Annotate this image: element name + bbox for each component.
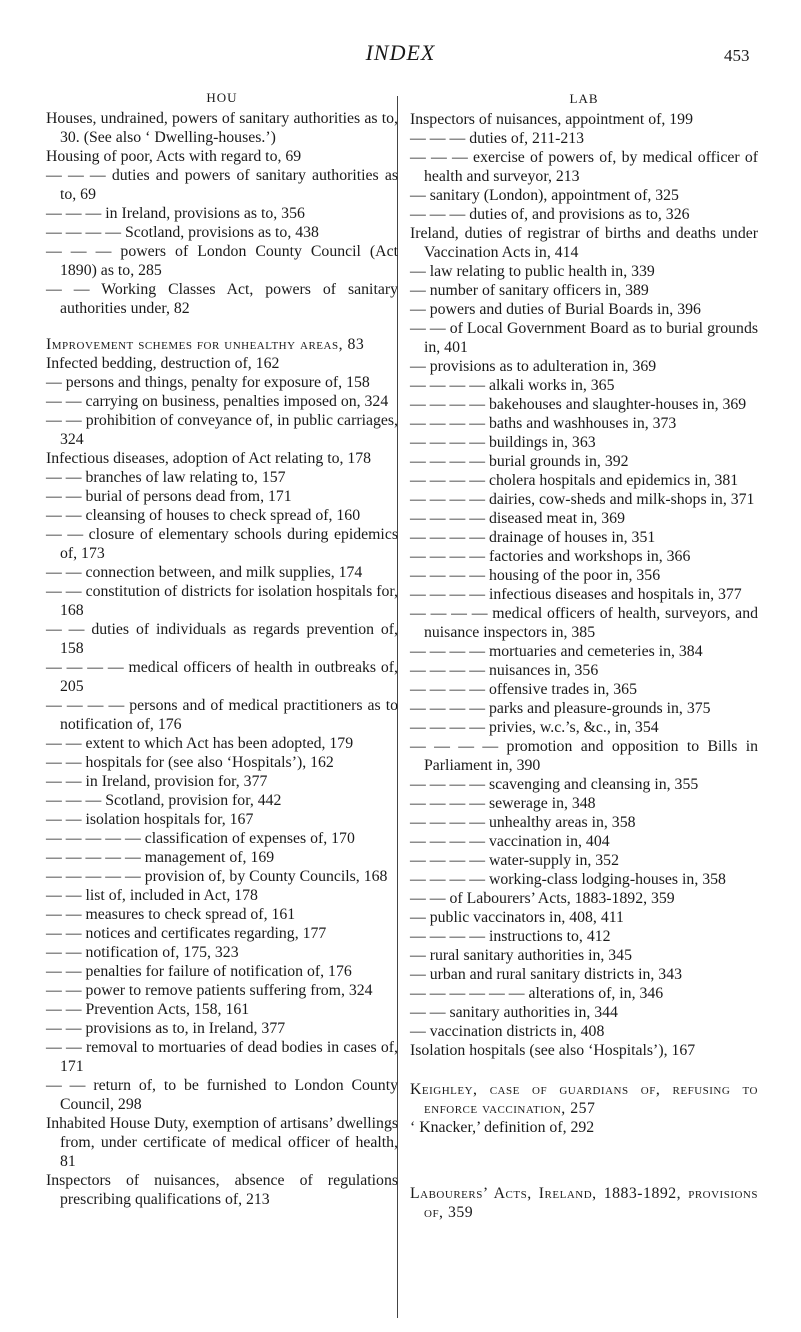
index-entry: — — constitution of districts for isolation hospitals for, 168 <box>46 583 398 619</box>
index-entry: Inspectors of nuisances, absence of regulations prescribing qualifications of, 213 <box>46 1172 398 1208</box>
index-entry: — law relating to public health in, 339 <box>410 263 655 280</box>
index-entry: — — Working Classes Act, powers of sanitary authorities under, 82 <box>46 281 398 317</box>
index-entry: — — — — mortuaries and cemeteries in, 384 <box>410 643 703 660</box>
index-entry: — — — duties and powers of sanitary authorities as to, 69 <box>46 167 398 203</box>
index-entry: — — — — unhealthy areas in, 358 <box>410 814 636 831</box>
index-entry: — — — — — management of, 169 <box>46 849 275 866</box>
index-entry: — — branches of law relating to, 157 <box>46 469 286 486</box>
index-entry: — — sanitary authorities in, 344 <box>410 1004 618 1021</box>
index-entry: — — — — diseased meat in, 369 <box>410 510 625 527</box>
index-entry: — — — — working-class lodging-houses in, 358 <box>410 871 726 888</box>
index-entry: Infected bedding, destruction of, 162 <box>46 355 280 372</box>
index-entry: Infectious diseases, adoption of Act relating to, 178 <box>46 450 372 467</box>
index-entry: — — removal to mortuaries of dead bodies in cases of, 171 <box>46 1039 398 1075</box>
index-entry: — — — in Ireland, provisions as to, 356 <box>46 205 305 222</box>
index-entry: — — — — dairies, cow-sheds and milk-shops in, 371 <box>410 491 755 508</box>
index-entry: — — penalties for failure of notification of, 176 <box>46 963 352 980</box>
index-entry: — — power to remove patients suffering from, 324 <box>46 982 373 999</box>
index-entry: — — — — water-supply in, 352 <box>410 852 619 869</box>
index-entry: — — connection between, and milk supplies, 174 <box>46 564 363 581</box>
index-entry: — — prohibition of conveyance of, in public carriages, 324 <box>46 412 398 448</box>
index-entry: ‘ Knacker,’ definition of, 292 <box>410 1119 595 1136</box>
index-entry: — — notification of, 175, 323 <box>46 944 239 961</box>
index-entry: — — — — burial grounds in, 392 <box>410 453 629 470</box>
index-entry: Houses, undrained, powers of sanitary authorities as to, 30. (See also ‘ Dwelling-houses.’) <box>46 110 398 146</box>
index-entry: — — — — — provision of, by County Councils, 168 <box>46 868 388 885</box>
index-entry: — — — — — — alterations of, in, 346 <box>410 985 664 1002</box>
index-entry: — — — — privies, w.c.’s, &c., in, 354 <box>410 719 659 736</box>
index-entry: — — — — alkali works in, 365 <box>410 377 615 394</box>
index-entry: — — — — scavenging and cleansing in, 355 <box>410 776 699 793</box>
index-entry: — — extent to which Act has been adopted, 179 <box>46 735 354 752</box>
index-entry: — — cleansing of houses to check spread of, 160 <box>46 507 361 524</box>
index-entry: — — carrying on business, penalties imposed on, 324 <box>46 393 389 410</box>
index-entry: Keighley, case of guardians of, refusing to enforce vaccination, 257 <box>410 1081 758 1117</box>
index-entry: Ireland, duties of registrar of births and deaths under Vaccination Acts in, 414 <box>410 225 758 261</box>
index-entry: — — — — medical officers of health in outbreaks of, 205 <box>46 659 398 695</box>
index-entry: — — of Local Government Board as to burial grounds in, 401 <box>410 320 758 356</box>
index-entry: — — — duties of, 211-213 <box>410 130 585 147</box>
index-entry: — number of sanitary officers in, 389 <box>410 282 649 299</box>
index-entry: — urban and rural sanitary districts in, 343 <box>410 966 682 983</box>
index-entry: Isolation hospitals (see also ‘Hospitals’), 167 <box>410 1042 696 1059</box>
index-entry: Housing of poor, Acts with regard to, 69 <box>46 148 302 165</box>
index-entry: — — — — bakehouses and slaughter-houses in, 369 <box>410 396 747 413</box>
page-number: 453 <box>724 46 750 65</box>
index-entry: — — — — buildings in, 363 <box>410 434 596 451</box>
index-entry: — — — — baths and washhouses in, 373 <box>410 415 677 432</box>
index-entry: — — — — sewerage in, 348 <box>410 795 596 812</box>
index-entry: — — — duties of, and provisions as to, 326 <box>410 206 690 223</box>
index-entry: Labourers’ Acts, Ireland, 1883-1892, provisions of, 359 <box>410 1185 758 1221</box>
index-column-right <box>410 88 758 1222</box>
index-entry: — persons and things, penalty for exposure of, 158 <box>46 374 370 391</box>
index-entry: — — — — housing of the poor in, 356 <box>410 567 661 584</box>
index-entry: Improvement schemes for unhealthy areas, 83 <box>46 336 365 353</box>
index-entry: Inhabited House Duty, exemption of artisans’ dwellings from, under certificate of medical officer of health, 81 <box>46 1115 398 1170</box>
index-entry: — — duties of individuals as regards prevention of, 158 <box>46 621 398 657</box>
index-entry: — — — Scotland, provision for, 442 <box>46 792 282 809</box>
index-entry: — — — — parks and pleasure-grounds in, 375 <box>410 700 711 717</box>
index-entry: — — of Labourers’ Acts, 1883-1892, 359 <box>410 890 675 907</box>
index-entry: — — — — factories and workshops in, 366 <box>410 548 691 565</box>
index-entry: — public vaccinators in, 408, 411 <box>410 909 624 926</box>
index-entry: — — — — vaccination in, 404 <box>410 833 610 850</box>
index-entry: — — measures to check spread of, 161 <box>46 906 296 923</box>
index-entry: — — — — offensive trades in, 365 <box>410 681 637 698</box>
index-entry: — — — — infectious diseases and hospitals in, 377 <box>410 586 742 603</box>
index-entry: Inspectors of nuisances, appointment of, 199 <box>410 111 693 128</box>
index-entry: — — — — drainage of houses in, 351 <box>410 529 656 546</box>
running-head <box>0 40 801 70</box>
index-entry: — — — — — classification of expenses of, 170 <box>46 830 355 847</box>
index-entry: — — — — promotion and opposition to Bills in Parliament in, 390 <box>410 738 758 774</box>
index-entry: — — return of, to be furnished to London County Council, 298 <box>46 1077 398 1113</box>
index-entry: — — — exercise of powers of, by medical officer of health and surveyor, 213 <box>410 149 758 185</box>
index-entry: — — closure of elementary schools during epidemics of, 173 <box>46 526 398 562</box>
index-entry: — powers and duties of Burial Boards in, 396 <box>410 301 701 318</box>
index-entry: — — provisions as to, in Ireland, 377 <box>46 1020 286 1037</box>
index-entry: — — in Ireland, provision for, 377 <box>46 773 268 790</box>
guide-word: LAB <box>569 91 599 106</box>
running-title: INDEX <box>365 40 436 65</box>
index-entry: — sanitary (London), appointment of, 325 <box>410 187 679 204</box>
index-entry: — — — — nuisances in, 356 <box>410 662 599 679</box>
index-entry: — — — — medical officers of health, surveyors, and nuisance inspectors in, 385 <box>410 605 758 641</box>
index-entry: — — Prevention Acts, 158, 161 <box>46 1001 250 1018</box>
index-entry: — — notices and certificates regarding, 177 <box>46 925 327 942</box>
index-entry: — — burial of persons dead from, 171 <box>46 488 292 505</box>
index-entry: — — isolation hospitals for, 167 <box>46 811 254 828</box>
index-entry: — — — — instructions to, 412 <box>410 928 611 945</box>
index-entry: — — hospitals for (see also ‘Hospitals’), 162 <box>46 754 334 771</box>
index-entry: — — list of, included in Act, 178 <box>46 887 258 904</box>
index-entry: — — — — Scotland, provisions as to, 438 <box>46 224 319 241</box>
index-entry: — — — — cholera hospitals and epidemics in, 381 <box>410 472 739 489</box>
index-entry: — — — — persons and of medical practitioners as to notification of, 176 <box>46 697 398 733</box>
index-entry: — — — powers of London County Council (Act 1890) as to, 285 <box>46 243 398 279</box>
index-column-left <box>46 88 398 1209</box>
guide-word: HOU <box>206 90 238 105</box>
index-entry: — provisions as to adulteration in, 369 <box>410 358 657 375</box>
index-entry: — vaccination districts in, 408 <box>410 1023 605 1040</box>
index-entry: — rural sanitary authorities in, 345 <box>410 947 632 964</box>
